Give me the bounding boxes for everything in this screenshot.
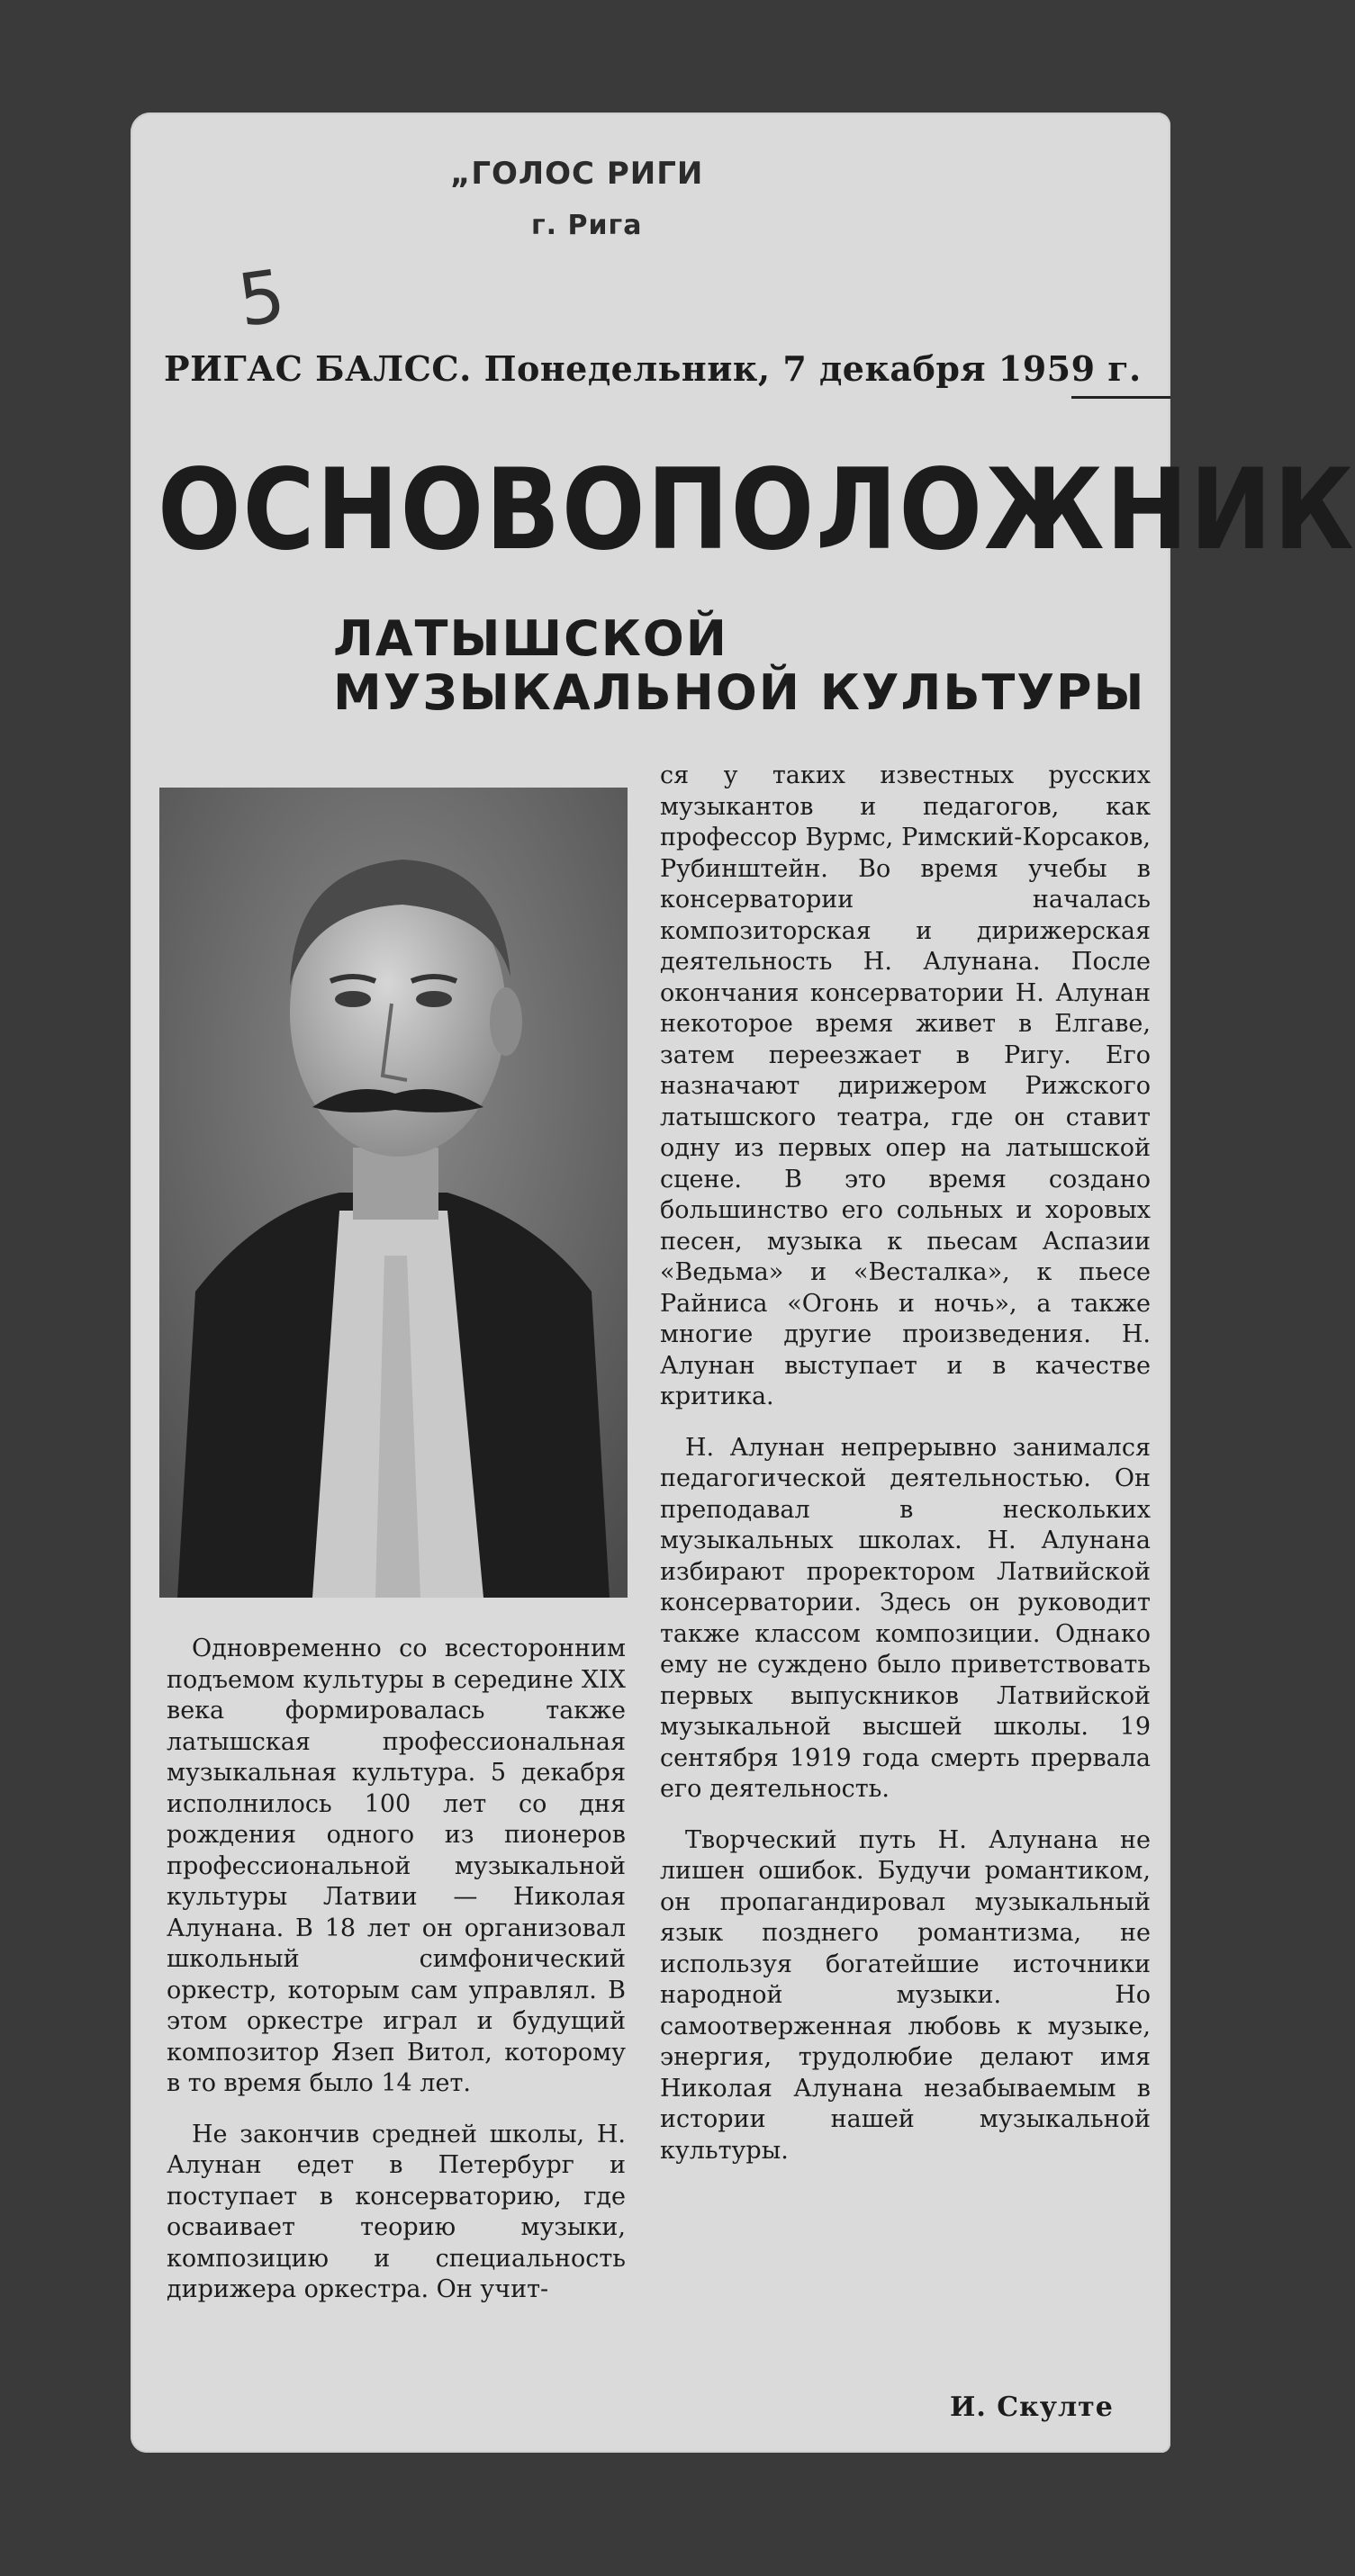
dateline: РИГАС БАЛСС. Понедельник, 7 декабря 1959 г. <box>164 348 1142 389</box>
paragraph: Не закончив средней школы, Н. Алунан едет в Петербург и поступает в консерваторию, где осваивает теорию музыки, композицию и специальность дирижера оркестра. Он учит- <box>167 2120 626 2303</box>
paragraph: Одновременно со всесторонним подъемом культуры в середине XIX века формировалась также латышская профессиональная музыкальная культура. 5 декабря исполнилось 100 лет со дня рождения одного из пионеров профессиональной музыкальной культуры Латвии — Николая Алунана. В 18 лет он организовал школьный симфонический оркестр, которым сам управлял. В этом оркестре играл и будущий композитор Язеп Витол, которому в то время было 14 лет. <box>167 1635 626 2097</box>
paragraph: Н. Алунан непрерывно занимался педагогической деятельностью. Он преподавал в нескольких музыкальных школах. Н. Алунана избирают проректором Латвийской консерватории. Здесь он руководит также классом композиции. Однако ему не суждено было приветствовать первых выпускников Латвийской музыкальной высшей школы. 19 сентября 1919 года смерть прервала его деятельность. <box>660 1433 1151 1803</box>
newspaper-clipping <box>131 113 1355 2453</box>
paragraph: Творческий путь Н. Алунана не лишен ошибок. Будучи романтиком, он пропагандировал музыкальный язык позднего романтизма, не используя богатейшие источники народной музыки. Но самоотверженная любовь к музыке, энергия, трудолюбие делают имя Николая Алунана незабываемым в истории нашей музыкальной культуры. <box>660 1825 1151 2165</box>
author-signature: И. Скулте <box>950 2391 1114 2423</box>
subheadline: ЛАТЫШСКОЙ МУЗЫКАЛЬНОЙ КУЛЬТУРЫ <box>333 610 1146 721</box>
headline: ОСНОВОПОЛОЖНИК <box>158 446 1355 575</box>
archive-stamp-city: г. Рига <box>531 210 643 241</box>
article-right-column <box>660 761 1151 2166</box>
archive-stamp-title: „ГОЛОС РИГИ <box>450 156 704 192</box>
portrait-photo <box>159 788 628 1598</box>
article-left-column <box>167 1634 626 2306</box>
portrait-illustration <box>159 788 628 1598</box>
paragraph: ся у таких известных русских музыкантов и педагогов, как профессор Вурмс, Римский-Корсаков, Рубинштейн. Во время учебы в консерватории началась композиторская и дирижерская деятельность Н. Алунана. После окончания консерватории Н. Алунан некоторое время живет в Елгаве, затем переезжает в Ригу. Его назначают дирижером Рижского латышского театра, где он ставит одну из первых опер на латышской сцене. В это время создано большинство его сольных и хоровых песен, музыка к пьесам Аспазии «Ведьма» и «Весталка», к пьесе Райниса «Огонь и ночь», а также многие другие произведения. Н. Алунан выступает и в качестве критика. <box>660 761 1151 1410</box>
pencil-mark: 5 <box>232 253 291 344</box>
dateline-rule <box>1071 396 1170 399</box>
